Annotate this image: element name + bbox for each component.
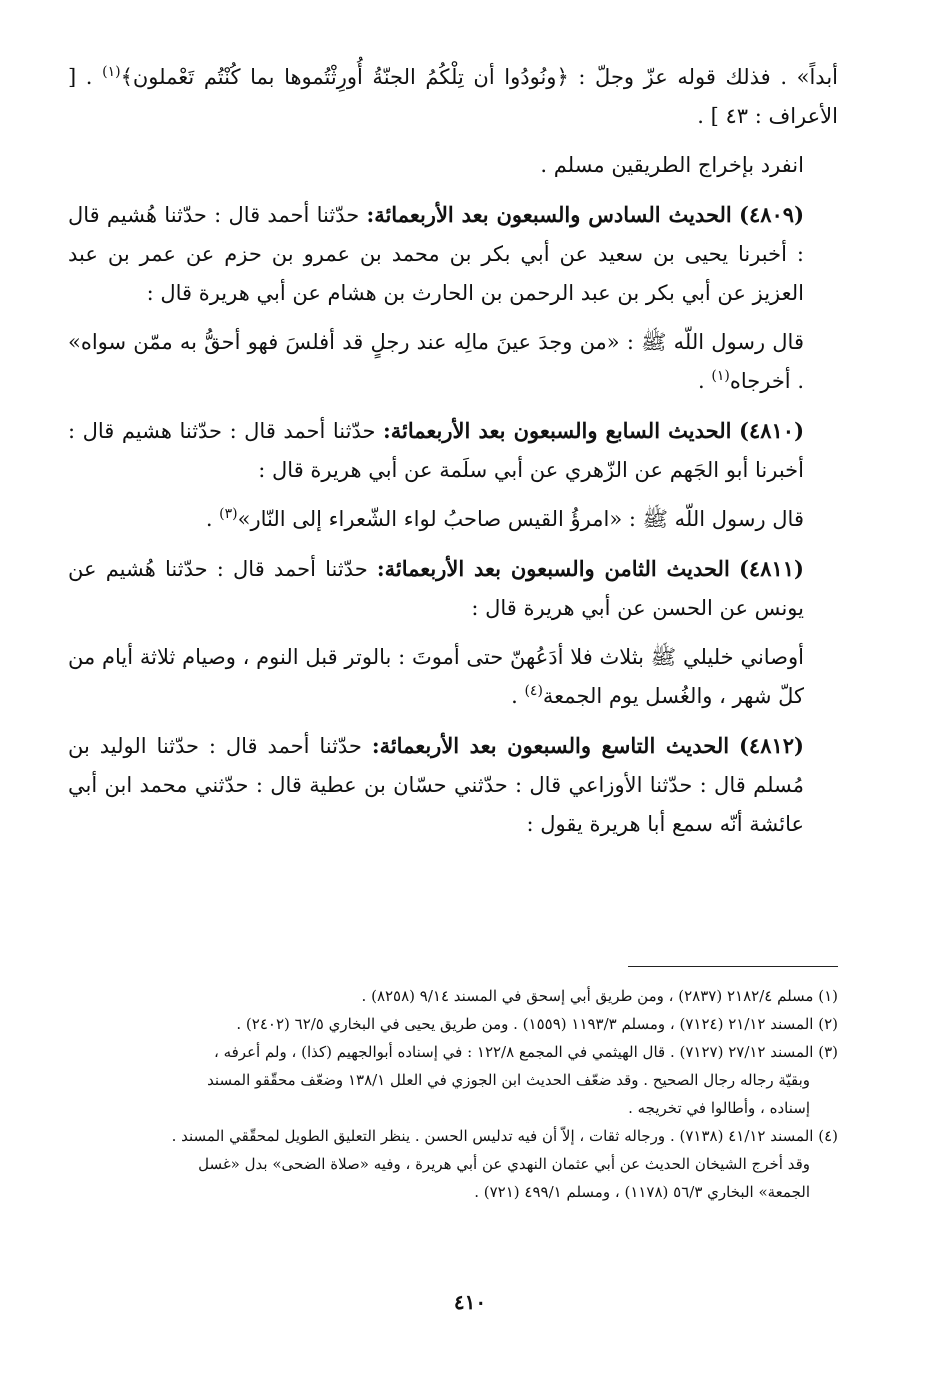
hadith-number: (٤٨٠٩) (739, 202, 804, 227)
footnote-ref: (١) (102, 64, 121, 80)
footnote-4-line-3: الجمعة» البخاري ٥٦/٣ (١١٧٨) ، ومسلم ٤٩٩/١ (٧٢١) . (474, 1183, 810, 1201)
footnote-ref: (١) (711, 368, 730, 384)
hadith-matn-end: . (698, 369, 712, 393)
footnote-4-line-2: وقد أخرج الشيخان الحديث عن أبي عثمان النهدي عن أبي هريرة ، وفيه «صلاة الضحى» بدل «غسل (198, 1155, 810, 1173)
footnote-ref: (٤) (524, 683, 543, 699)
hadith-title: الحديث التاسع والسبعون بعد الأربعمائة: (371, 733, 730, 758)
verse-text: أبداً» . فذلك قوله عزّ وجلّ : ﴿ونُودُوا أن تِلْكُمُ الجنّةُ أُورِثْتُموها بما كُنْتُم تَعْملون﴾ (120, 65, 838, 89)
hadith-isnad (68, 726, 838, 844)
hadith-matn (68, 638, 838, 716)
hadith-isnad (68, 411, 838, 490)
hadith-isnad-text: حدّثنا أحمد قال : حدّثنا هشيم قال : أخبرنا أبو الجَهم عن الزّهري عن أبي سلَمة عن أبي هريرة قال : (68, 419, 804, 482)
hadith-isnad (68, 195, 838, 313)
hadith-isnad (68, 549, 838, 628)
hadith-isnad-text: حدّثنا أحمد قال : حدّثنا الوليد بن مُسلم قال : حدّثنا الأوزاعي قال : حدّثني حسّان بن عطية قال : حدّثني محمد ابن أبي عائشة أنّه سمع أبا هريرة يقول : (68, 734, 804, 836)
page-number: ٤١٠ (453, 1290, 487, 1314)
footnote-3-line-2: وبقيّة رجاله رجال الصحيح . وقد ضعّف الحديث ابن الجوزي في العلل ١٣٨/١ وضعّف محقّقو المسند (207, 1071, 810, 1089)
hadith-isnad-text: حدّثنا أحمد قال : حدّثنا هُشيم قال : أخبرنا يحيى بن سعيد عن أبي بكر بن محمد بن عمرو بن حزم عن عمر بن عبد العزيز عن أبي بكر بن عبد الرحمن بن الحارث بن هشام عن أبي هريرة قال : (68, 203, 804, 305)
footnote-3: (٣) المسند ٢٧/١٢ (٧١٢٧) . قال الهيثمي في المجمع ١٢٢/٨ : في إسناده أبوالجهيم (كذا) ، ولم أعرفه ، (213, 1043, 838, 1061)
footnote-1: (١) مسلم ٢١٨٢/٤ (٢٨٣٧) ، ومن طريق أبي إسحق في المسند ٩/١٤ (٨٢٥٨) . (361, 987, 838, 1005)
hadith-title: الحديث السابع والسبعون بعد الأربعمائة: (383, 418, 732, 443)
hadith-matn (68, 323, 838, 401)
hadith-matn-end: . (205, 507, 220, 531)
hadith-matn (68, 500, 838, 539)
hadith-isnad-text: حدّثنا أحمد قال : حدّثنا هُشيم عن يونس عن الحسن عن أبي هريرة قال : (68, 557, 804, 620)
footnote-ref: (٣) (219, 506, 238, 522)
footnote-2: (٢) المسند ٢١/١٢ (٧١٢٤) ، ومسلم ١١٩٣/٣ (١٥٥٩) . ومن طريق يحيى في البخاري ٦٢/٥ (٢٤٠٢) . (236, 1015, 838, 1033)
hadith-number: (٤٨١٠) (739, 418, 804, 443)
footnote-3-line-3: إسناده ، وأطالوا في تخريجه . (628, 1099, 810, 1117)
hadith-title: الحديث السادس والسبعون بعد الأربعمائة: (366, 202, 732, 227)
hadith-number: (٤٨١٢) (738, 733, 804, 758)
verse-citation: . [ الأعراف : ٤٣ ] . (68, 65, 838, 128)
hadith-title: الحديث الثامن والسبعون بعد الأربعمائة: (376, 556, 730, 581)
footnotes (68, 982, 838, 1206)
footnote-4: (٤) المسند ٤١/١٢ (٧١٣٨) . ورجاله ثقات ، إلاّ أن فيه تدليس الحسن . ينظر التعليق الطويل لمحقّقي المسند . (171, 1127, 838, 1145)
paragraph-note: انفرد بإخراج الطريقين مسلم . (540, 153, 804, 177)
paragraph-verse (68, 58, 838, 136)
hadith-matn-text: أوصاني خليلي ﷺ بثلاث فلا أدَعُهنّ حتى أموتَ : بالوتر قبل النوم ، وصيام ثلاثة أيام من كلّ شهر ، والغُسل يوم الجمعة (68, 645, 804, 708)
hadith-matn-text: قال رسول اللّه ﷺ : «من وجدَ عينَ مالِه عند رجلٍ قد أفلسَ فهو أحقُّ به ممّن سواه» . أخرجاه (68, 330, 804, 393)
hadith-matn-end: . (511, 684, 525, 708)
main-text (68, 58, 838, 854)
hadith-matn-text: قال رسول اللّه ﷺ : «امرؤُ القيس صاحبُ لواء الشّعراء إلى النّار» (237, 507, 804, 531)
footnote-divider (628, 966, 838, 967)
hadith-number: (٤٨١١) (738, 556, 804, 581)
